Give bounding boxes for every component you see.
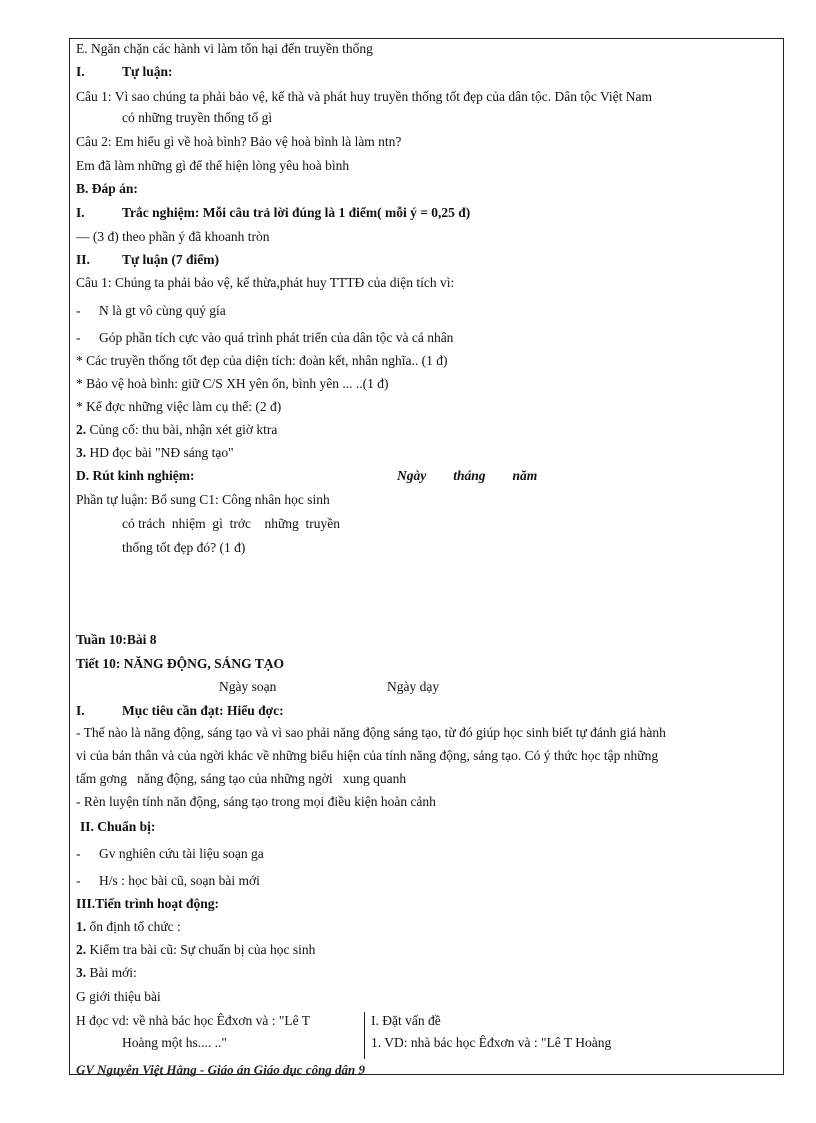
item-text: Củng cố: thu bài, nhận xét giờ ktra	[86, 422, 278, 437]
consolidation	[76, 421, 277, 439]
answer-peace: * Bảo vệ hoà bình: giữ C/S XH yên ổn, bình yên ... ..(1 đ)	[76, 376, 389, 391]
heading-number: I.	[76, 64, 85, 79]
bullet-item	[76, 302, 226, 320]
prep-date: Ngày soạn	[219, 679, 277, 694]
item-number: 2.	[76, 942, 87, 957]
heading-tu-luan	[76, 63, 173, 81]
dash: -	[76, 303, 81, 318]
question-1: Câu 1: Vì sao chúng ta phải bảo vệ, kế thà và phát huy truyền thống tốt đẹp của dân tộc. Dân tộc Việt Nam	[76, 89, 653, 104]
question-2: Câu 2: Em hiểu gì về hoà bình? Bảo vệ hoà bình là làm ntn?	[76, 134, 402, 149]
heading-muc-tieu	[76, 702, 284, 720]
heading-tien-trinh: III.Tiến trình hoạt động:	[76, 896, 220, 911]
dash: -	[76, 873, 81, 888]
item-text: Kiểm tra bài cũ: Sự chuẩn bị của học sinh	[86, 942, 316, 957]
step-1	[76, 918, 181, 936]
item-text: ổn định tổ chức :	[86, 919, 181, 934]
question-1-cont: có những truyền thống tố gì	[122, 110, 273, 125]
bullet-item	[76, 845, 264, 863]
dash: -	[76, 330, 81, 345]
heading-dap-an: B. Đáp án:	[76, 181, 138, 196]
answer-traditions: * Các truyền thống tốt đẹp của diện tích: đoàn kết, nhân nghĩa.. (1 đ)	[76, 353, 448, 368]
student-activity-cont: Hoàng một hs.... .."	[122, 1035, 227, 1050]
answer-actions: * Kể đợc những việc làm cụ thể: (2 đ)	[76, 399, 282, 414]
content-example: 1. VD: nhà bác học Êđxơn và : "Lê T Hoàng	[371, 1035, 612, 1050]
date-line: Ngày tháng năm	[397, 468, 538, 483]
bullet-item	[76, 329, 453, 347]
heading-text: Mục tiêu cần đạt: Hiểu đợc:	[122, 703, 284, 718]
experience-note-cont: có trách nhiệm gì trớc những truyền	[122, 516, 341, 531]
heading-text: Tự luận (7 điểm)	[122, 252, 219, 267]
bullet-text: Góp phần tích cực vào quá trình phát triển của dân tộc và cá nhân	[99, 330, 454, 345]
page-footer: GV Nguyễn Việt Hằng - Giáo án Giáo dục công dân 9	[76, 1062, 366, 1077]
teach-date: Ngày dạy	[387, 679, 440, 694]
student-activity: H đọc vd: về nhà bác học Êđxơn và : "Lê T	[76, 1013, 310, 1028]
intro-line: G giới thiệu bài	[76, 989, 161, 1004]
item-text: HD đọc bài "NĐ sáng tạo"	[86, 445, 234, 460]
heading-tu-luan-7d	[76, 251, 219, 269]
question-2-cont: Em đã làm những gì để thể hiện lòng yêu hoà bình	[76, 158, 350, 173]
objective-2: - Rèn luyện tính năn động, sáng tạo trong mọi điều kiện hoàn cảnh	[76, 794, 436, 809]
week-lesson: Tuần 10:Bài 8	[76, 632, 157, 647]
lesson-label: Tiết 10:	[76, 656, 124, 671]
reading-guide	[76, 444, 234, 462]
item-number: 1.	[76, 919, 87, 934]
dash: -	[76, 846, 81, 861]
column-divider	[364, 1012, 365, 1059]
heading-trac-nghiem	[76, 204, 470, 222]
option-e: E. Ngăn chặn các hành vi làm tổn hại đến truyền thống	[76, 41, 373, 56]
heading-number: I.	[76, 205, 85, 220]
answer-mcq: — (3 đ) theo phần ý đã khoanh tròn	[76, 229, 270, 244]
bullet-text: H/s : học bài cũ, soạn bài mới	[99, 873, 260, 888]
bullet-text: Gv nghiên cứu tài liệu soạn ga	[99, 846, 264, 861]
step-3	[76, 964, 137, 982]
experience-note: Phần tự luận: Bổ sung C1: Công nhân học sinh	[76, 492, 330, 507]
bullet-item	[76, 872, 260, 890]
answer-1: Câu 1: Chúng ta phải bảo vệ, kế thừa,phát huy TTTĐ của diện tích vì:	[76, 275, 455, 290]
lesson-name: NĂNG ĐỘNG, SÁNG TẠO	[123, 656, 285, 671]
item-number: 3.	[76, 445, 87, 460]
heading-rut-kinh-nghiem: D. Rút kinh nghiệm:	[76, 468, 195, 483]
bullet-text: N là gt vô cùng quý gía	[99, 303, 226, 318]
experience-note-cont: thống tốt đẹp đó? (1 đ)	[122, 540, 246, 555]
step-2	[76, 941, 315, 959]
lesson-title	[76, 655, 284, 673]
item-text: Bài mới:	[86, 965, 137, 980]
item-number: 2.	[76, 422, 87, 437]
heading-number: II.	[76, 252, 90, 267]
item-number: 3.	[76, 965, 87, 980]
objective-1: - Thế nào là năng động, sáng tạo và vì sao phải năng động sáng tạo, từ đó giúp học sinh biết tự đánh giá hành	[76, 725, 666, 740]
objective-1-cont: tấm gơng năng động, sáng tạo của những ngời xung quanh	[76, 771, 407, 786]
heading-number: I.	[76, 703, 85, 718]
heading-text: Tự luận:	[122, 64, 173, 79]
heading-chuan-bi: II. Chuẩn bị:	[80, 819, 156, 834]
content-heading: I. Đặt vấn đề	[371, 1013, 441, 1028]
objective-1-cont: vi của bản thân và của ngời khác về những biểu hiện của tính năng động, sáng tạo. Có ý thức học tập những	[76, 748, 659, 763]
heading-text: Trắc nghiệm: Mỗi câu trả lời đúng là 1 điểm( mỗi ý = 0,25 đ)	[122, 205, 471, 220]
